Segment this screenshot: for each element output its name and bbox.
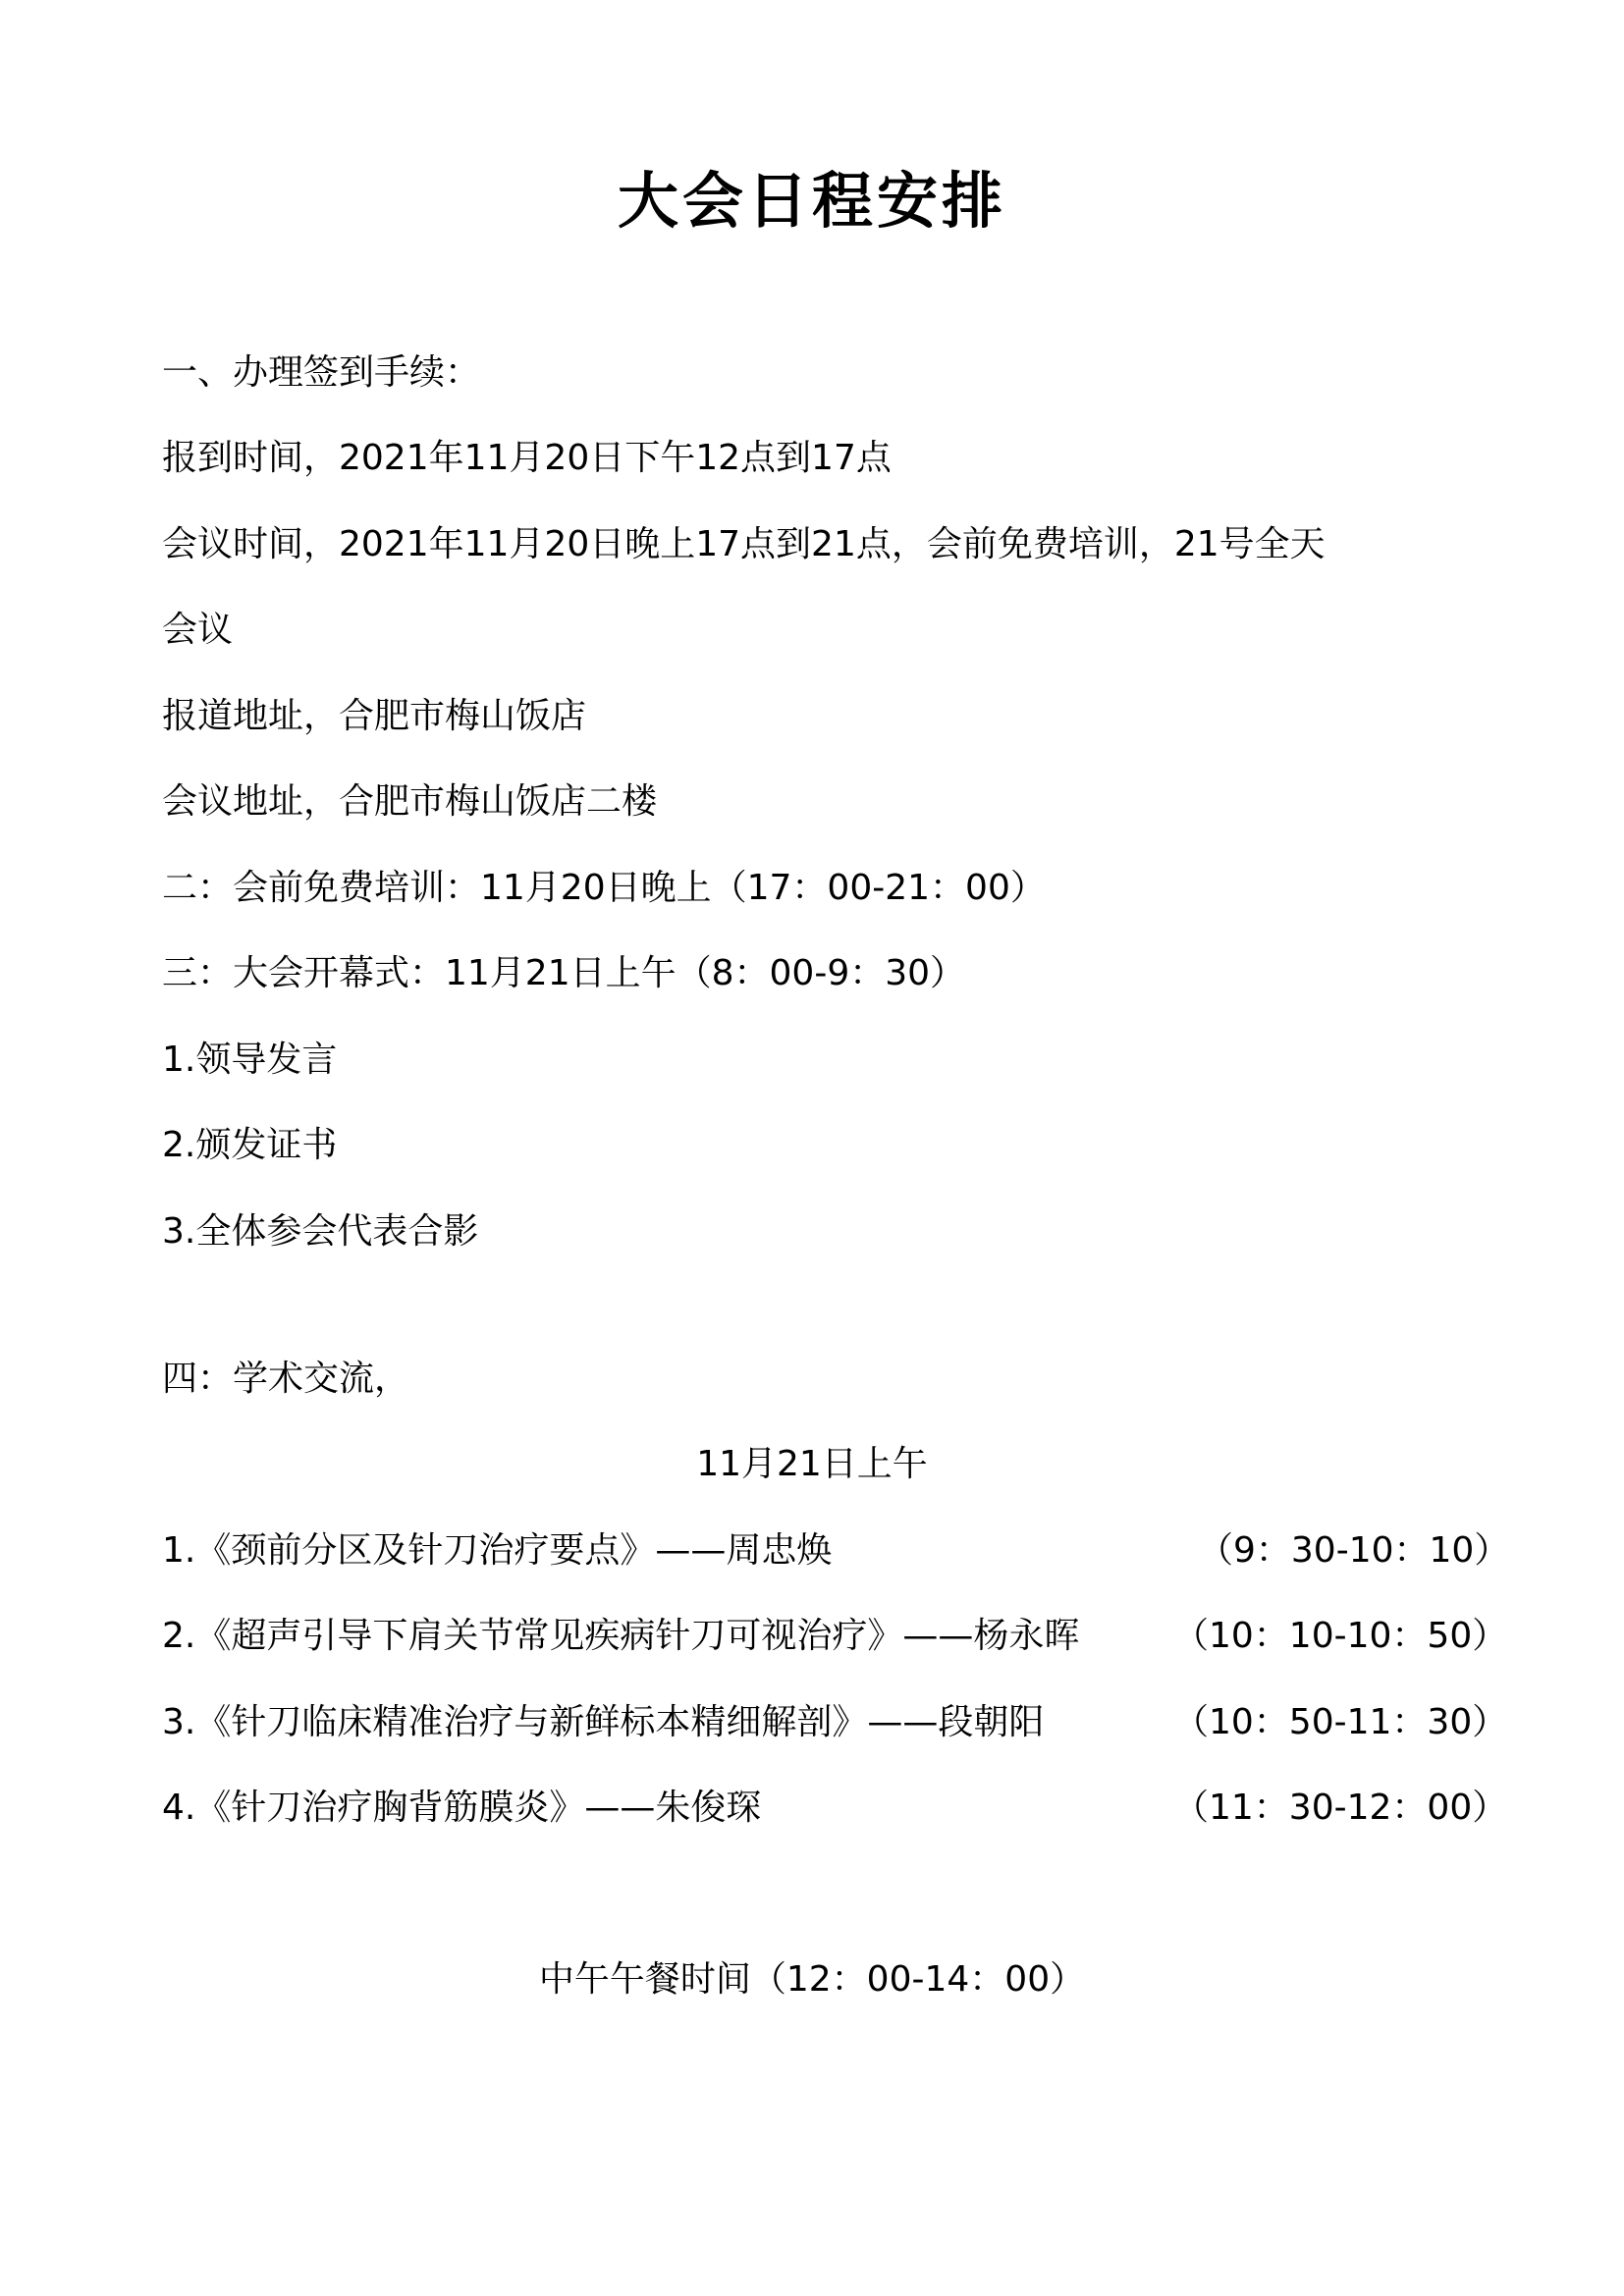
talk-time: （10：10-10：50） xyxy=(1173,1616,1508,1656)
meeting-time-continued: 会议 xyxy=(162,610,234,650)
talk-title: 2.《超声引导下肩关节常见疾病针刀可视治疗》——杨永晖 xyxy=(162,1616,1080,1656)
talk-row xyxy=(162,1526,1510,1575)
ceremony-item-1: 1.领导发言 xyxy=(162,1040,338,1080)
section-2-heading: 二：会前免费培训：11月20日晚上（17：00-21：00） xyxy=(162,868,1046,908)
talk-time: （11：30-12：00） xyxy=(1173,1788,1508,1828)
talk-title: 4.《针刀治疗胸背筋膜炎》——朱俊琛 xyxy=(162,1788,762,1828)
ceremony-item-2: 2.颁发证书 xyxy=(162,1125,338,1165)
session-title: 11月21日上午 xyxy=(696,1444,928,1484)
registration-time: 报到时间，2021年11月20日下午12点到17点 xyxy=(162,438,892,478)
talk-row xyxy=(162,1784,1508,1833)
section-3-heading: 三：大会开幕式：11月21日上午（8：00-9：30） xyxy=(162,953,966,993)
registration-address: 报道地址，合肥市梅山饭店 xyxy=(162,696,587,736)
talk-time: （9：30-10：10） xyxy=(1198,1530,1510,1571)
talk-title: 1.《颈前分区及针刀治疗要点》——周忠焕 xyxy=(162,1530,833,1571)
talk-row xyxy=(162,1612,1508,1661)
section-4-heading: 四：学术交流， xyxy=(162,1359,410,1399)
ceremony-item-3: 3.全体参会代表合影 xyxy=(162,1211,479,1252)
talk-row xyxy=(162,1698,1508,1747)
lunch-time: 中午午餐时间（12：00-14：00） xyxy=(538,1959,1086,2000)
talk-title: 3.《针刀临床精准治疗与新鲜标本精细解剖》——段朝阳 xyxy=(162,1702,1045,1742)
page-title: 大会日程安排 xyxy=(617,165,1006,237)
talk-time: （10：50-11：30） xyxy=(1173,1702,1508,1742)
section-1-heading: 一、办理签到手续： xyxy=(162,352,481,393)
meeting-address: 会议地址，合肥市梅山饭店二楼 xyxy=(162,781,658,822)
meeting-time: 会议时间，2021年11月20日晚上17点到21点，会前免费培训，21号全天 xyxy=(162,524,1326,564)
